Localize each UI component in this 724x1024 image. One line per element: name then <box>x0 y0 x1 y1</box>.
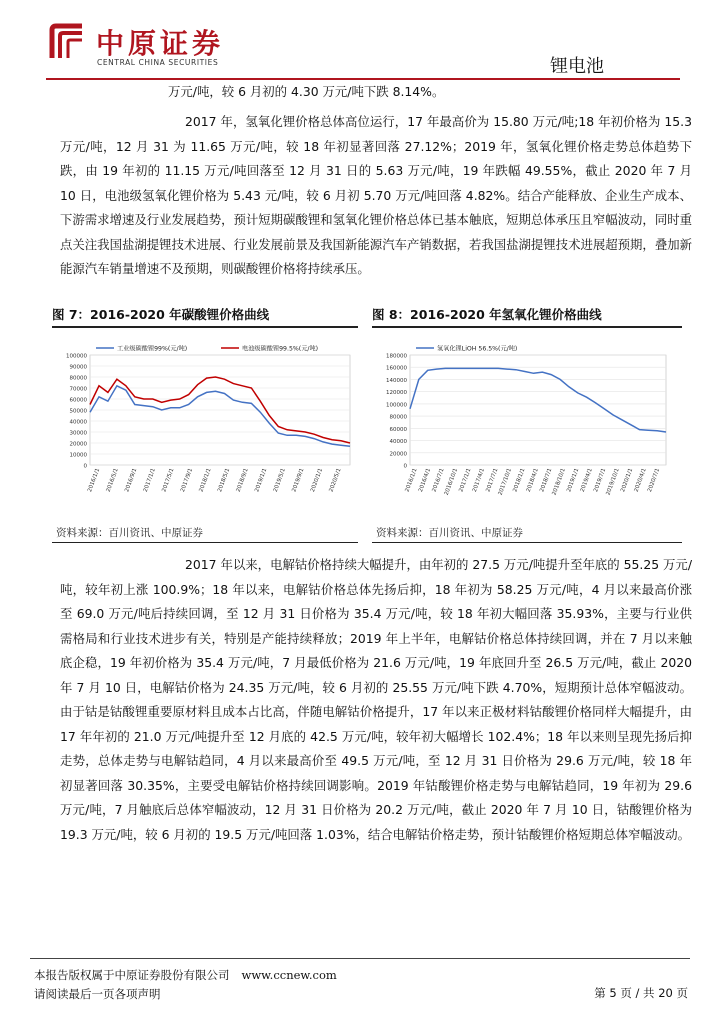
x-tick-label: 2019/5/1 <box>272 467 287 493</box>
y-tick-label: 20000 <box>389 451 407 458</box>
x-tick-label: 2017/10/1 <box>497 467 513 497</box>
y-tick-label: 50000 <box>69 408 87 415</box>
x-tick-label: 2016/10/1 <box>443 467 460 497</box>
y-tick-label: 180000 <box>386 353 407 360</box>
y-tick-label: 30000 <box>69 430 87 437</box>
y-tick-label: 0 <box>83 463 87 470</box>
x-tick-label: 2017/1/1 <box>458 467 473 493</box>
footer-url[interactable]: www.ccnew.com <box>241 968 337 982</box>
y-tick-label: 60000 <box>389 426 407 433</box>
x-tick-label: 2019/10/1 <box>605 467 621 497</box>
figure-7 <box>52 305 358 539</box>
legend-label: 电池级碳酸锂99.5%(元/吨) <box>242 345 319 353</box>
x-tick-label: 2019/9/1 <box>291 467 306 493</box>
figure-7-divider <box>52 542 358 543</box>
y-tick-label: 10000 <box>69 452 87 459</box>
x-tick-label: 2016/1/1 <box>87 467 102 493</box>
y-tick-label: 140000 <box>386 377 407 384</box>
plot-area <box>410 355 666 465</box>
y-tick-label: 80000 <box>389 414 407 421</box>
footer-copyright: 本报告版权属于中原证券股份有限公司 <box>34 968 230 982</box>
x-tick-label: 2019/1/1 <box>254 467 269 493</box>
y-tick-label: 70000 <box>69 386 87 393</box>
lithium-carbonate-price-chart <box>52 335 358 521</box>
paragraph-3-text: 2017 年以来，电解钴价格持续大幅提升，由年初的 27.5 万元/吨提升至年底的 55.25 万元/吨，较年初上涨 100.9%；18 年以来，电解钴价格总体先扬后抑，18 年初为 58.25 万元/吨，4 月以来最高价涨至 69.0 万元/吨后持续回调，至 12 月 31 日价格为 35.4 万元/吨，较 18 年初大幅回落 35.93%，主要与行业供需格局和行业技术进步有关，特别是产能持续释放；2019 年上半年，电解钴价格总体持续回调，并在 7 月以来触底企稳，19 年初价格为 35.4 万元/吨，7 月最低价格为 21.6 万元/吨，19 年底回升至 26.5 万元/吨，截止 2020 年 7 月 10 日，电解钴价格为 24.35 万元/吨，较 6 月初的 25.55 万元/吨下跌 4.70%，短期预计总体窄幅波动。由于钴是钴酸锂重要原材料且成本占比高，伴随电解钴价格提升，17 年以来正极材料钴酸锂价格同样大幅提升，由 17 年年初的 21.0 万元/吨提升至 12 月底的 42.5 万元/吨，较年初大幅增长 102.4%；18 年以来则呈现先扬后抑走势，总体走势与电解钴趋同，4 月以来最高价至 49.5 万元/吨，至 12 月 31 日价格为 29.6 万元/吨，较 18 年初显著回落 30.35%，主要受电解钴价格持续回调影响。2019 年钴酸锂价格走势与电解钴趋同，19 年初为 29.6 万元/吨，7 月触底后总体窄幅波动，12 月 31 日价格为 20.2 万元/吨，截止 2020 年 7 月 10 日，钴酸锂价格为 19.3 万元/吨，较 6 月初的 19.5 万元/吨回落 1.03%，结合电解钴价格走势，预计钴酸锂价格短期总体窄幅波动。 <box>60 557 692 842</box>
y-tick-label: 160000 <box>386 365 407 372</box>
y-tick-label: 0 <box>403 463 407 470</box>
figure-8 <box>372 305 682 539</box>
x-tick-label: 2018/1/1 <box>198 467 213 493</box>
x-tick-label: 2020/1/1 <box>309 467 325 493</box>
footer-left <box>34 966 337 1004</box>
y-tick-label: 60000 <box>69 397 87 404</box>
page-number: 第 5 页 / 共 20 页 <box>594 986 688 1000</box>
footer-copyright-line <box>34 966 337 985</box>
report-section-title: 锂电池 <box>550 56 604 77</box>
x-tick-label: 2016/5/1 <box>105 467 120 493</box>
x-tick-label: 2016/9/1 <box>124 467 139 493</box>
paragraph-2 <box>60 110 692 282</box>
x-tick-label: 2017/1/1 <box>142 467 157 493</box>
figure-7-title: 图 7：2016-2020 年碳酸锂价格曲线 <box>52 305 358 328</box>
legend-label: 氢氧化锂LiOH 56.5%(元/吨) <box>437 345 518 353</box>
x-tick-label: 2020/5/1 <box>328 467 343 493</box>
legend-label: 工业级碳酸锂99%(元/吨) <box>117 345 188 353</box>
x-tick-label: 2019/1/1 <box>566 467 581 493</box>
x-tick-label: 2017/9/1 <box>179 467 195 493</box>
logo-chinese-name: 中原证券 <box>96 27 225 60</box>
paragraph-2-text: 2017 年，氢氧化锂价格总体高位运行，17 年最高价为 15.80 万元/吨;18 年初价格为 15.3 万元/吨，12 月 31 为 11.65 万元/吨，较 18 年初显著回落 27.12%；2019 年，氢氧化锂价格走势总体趋势下跌，由 19 年初的 11.15 万元/吨回落至 12 月 31 日的 5.63 万元/吨，19 年跌幅 49.55%，截止 2020 年 7 月 10 日，电池级氢氧化锂价格为 5.43 元/吨，较 6 月初 5.70 万元/吨回落 4.82%。结合产能释放、企业生产成本、下游需求增速及行业发展趋势，预计短期碳酸锂和氢氧化锂价格总体已基本触底，短期总体承压且窄幅波动，同时重点关注我国盐湖提锂技术进展、行业发展前景及我国新能源汽车产销数据，若我国盐湖提锂技术进展超预期，叠加新能源汽车销量增速不及预期，则碳酸锂价格将持续承压。 <box>60 114 692 276</box>
footer-disclaimer: 请阅读最后一页各项声明 <box>34 987 161 1001</box>
y-tick-label: 100000 <box>386 402 407 409</box>
footer-divider <box>30 958 690 959</box>
x-tick-label: 2019/4/1 <box>579 467 594 493</box>
figure-8-divider <box>372 542 682 543</box>
page-header <box>0 0 724 82</box>
x-tick-label: 2018/9/1 <box>235 467 250 493</box>
x-tick-label: 2020/4/1 <box>633 467 648 493</box>
y-tick-label: 100000 <box>66 353 87 360</box>
x-tick-label: 2018/4/1 <box>525 467 540 493</box>
lithium-hydroxide-price-chart <box>372 335 682 521</box>
figure-8-source: 资料来源：百川资讯、中原证券 <box>376 527 523 539</box>
y-tick-label: 40000 <box>69 419 87 426</box>
logo-english-name: CENTRAL CHINA SECURITIES <box>97 58 219 67</box>
x-tick-label: 2018/10/1 <box>551 467 567 497</box>
y-tick-label: 40000 <box>389 439 407 446</box>
x-tick-label: 2017/4/1 <box>471 467 486 493</box>
paragraph-3 <box>60 553 692 847</box>
y-tick-label: 80000 <box>69 375 87 382</box>
x-tick-label: 2020/7/1 <box>647 467 662 493</box>
x-tick-label: 2017/5/1 <box>161 467 176 493</box>
figure-7-source: 资料来源：百川资讯、中原证券 <box>56 527 203 539</box>
x-tick-label: 2016/1/1 <box>404 467 419 493</box>
company-logo-icon <box>48 22 88 62</box>
y-tick-label: 120000 <box>386 390 407 397</box>
x-tick-label: 2016/4/1 <box>418 467 433 493</box>
y-tick-label: 20000 <box>69 441 87 448</box>
x-tick-label: 2018/1/1 <box>512 467 527 493</box>
y-tick-label: 90000 <box>69 364 87 371</box>
x-tick-label: 2016/7/1 <box>431 467 446 493</box>
x-tick-label: 2019/7/1 <box>593 467 608 493</box>
x-tick-label: 2020/1/1 <box>620 467 635 493</box>
paragraph-1: 万元/吨，较 6 月初的 4.30 万元/吨下跌 8.14%。 <box>168 84 445 99</box>
figure-8-title: 图 8：2016-2020 年氢氧化锂价格曲线 <box>372 305 682 328</box>
x-tick-label: 2017/7/1 <box>485 467 500 493</box>
x-tick-label: 2018/7/1 <box>539 467 554 493</box>
x-tick-label: 2018/5/1 <box>217 467 232 493</box>
